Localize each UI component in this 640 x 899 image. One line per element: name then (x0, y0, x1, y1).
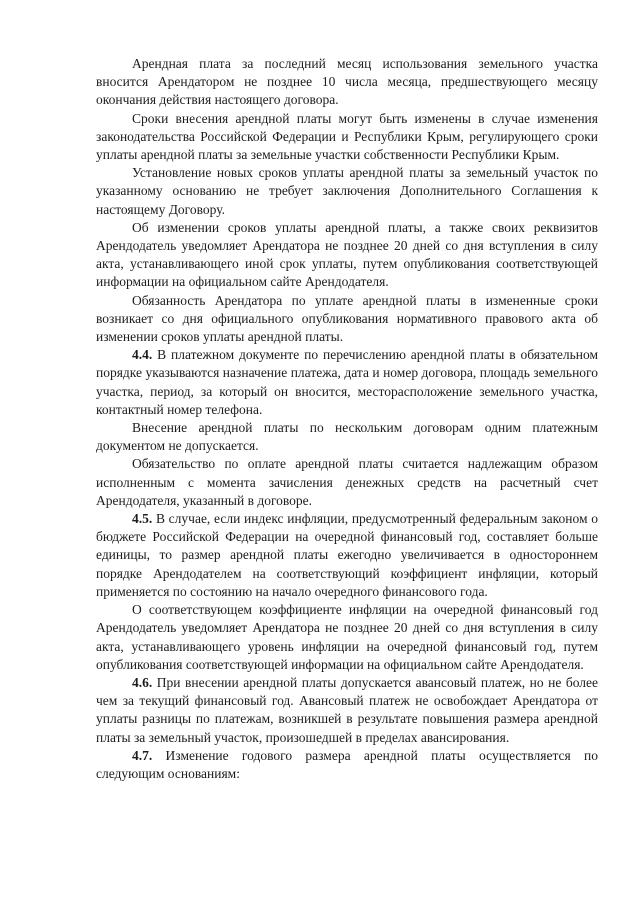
paragraph-text: Внесение арендной платы по нескольким договорам одним платежным документом не допускается. (96, 420, 598, 454)
clause-number: 4.5. (132, 511, 153, 527)
clause-number: 4.4. (132, 347, 153, 363)
paragraph-text: Обязательство по оплате арендной платы считается надлежащим образом исполненным с момента зачисления денежных средств на расчетный счет Арендодателя, указанный в договоре. (96, 456, 598, 508)
paragraph-no-additional-agreement (96, 164, 598, 219)
paragraph-text: Арендная плата за последний месяц использования земельного участка вносится Арендатором не позднее 10 числа месяца, предшествующего месяцу окончания действия настоящего договора. (96, 56, 598, 108)
document-page (96, 55, 598, 783)
paragraph-text: Изменение годового размера арендной платы осуществляется по следующим основаниям: (96, 747, 598, 781)
paragraph-text: О соответствующем коэффициенте инфляции на очередной финансовый год Арендодатель уведомляет Арендатора не позднее 20 дней со дня вступления в силу акта, устанавливающего уровень инфляции на очередной финансовый год, путем опубликования соответствующей информации на официальном сайте Арендодателя. (96, 602, 598, 672)
paragraph-payment-terms-change (96, 110, 598, 165)
clause-number: 4.6. (132, 674, 153, 690)
paragraph-notification (96, 219, 598, 292)
paragraph-inflation-notification (96, 601, 598, 674)
paragraph-text: Установление новых сроков уплаты арендной платы за земельный участок по указанному основанию не требует заключения Дополнительного Соглашения к настоящему Договору. (96, 165, 598, 217)
clause-4-6 (96, 674, 598, 747)
paragraph-obligation-new-terms (96, 292, 598, 347)
paragraph-text: В платежном документе по перечислению арендной платы в обязательном порядке указываются назначение платежа, дата и номер договора, площадь земельного участка, период, за который он вносится, месторасположение земельного участка, контактный номер телефона. (96, 347, 598, 417)
paragraph-obligation-fulfilled (96, 455, 598, 510)
clause-4-5 (96, 510, 598, 601)
paragraph-text: В случае, если индекс инфляции, предусмотренный федеральным законом о бюджете Российской Федерации на очередной финансовый год, составляет больше единицы, то размер арендной платы ежегодно увеличивается в одностороннем порядке Арендодателем на соответствующий коэффициент инфляции, который применяется по состоянию на начало очередного финансового года. (96, 511, 598, 599)
paragraph-text: Сроки внесения арендной платы могут быть изменены в случае изменения законодательства Российской Федерации и Республики Крым, регулирующего сроки уплаты арендной платы за земельные участки собственности Республики Крым. (96, 110, 598, 163)
clause-4-7 (96, 747, 598, 783)
clause-number: 4.7. (132, 747, 153, 763)
paragraph-text: При внесении арендной платы допускается авансовый платеж, но не более чем за текущий финансовый год. Авансовый платеж не освобождает Арендатора от уплаты разницы по платежам, возникшей в результате повышения размера арендной платы за земельный участок, произошедшей в пределах авансирования. (96, 674, 598, 745)
paragraph-text: Обязанность Арендатора по уплате арендной платы в измененные сроки возникает со дня официального опубликования нормативного правового акта об изменении сроков уплаты арендной платы. (96, 292, 598, 345)
paragraph-text: Об изменении сроков уплаты арендной платы, а также своих реквизитов Арендодатель уведомляет Арендатора не позднее 20 дней со дня вступления в силу акта, устанавливающего иной срок уплаты, путем опубликования соответствующей информации на официальном сайте Арендодателя. (96, 219, 598, 290)
paragraph-single-document (96, 419, 598, 455)
paragraph-last-month-payment (96, 55, 598, 110)
clause-4-4 (96, 346, 598, 419)
